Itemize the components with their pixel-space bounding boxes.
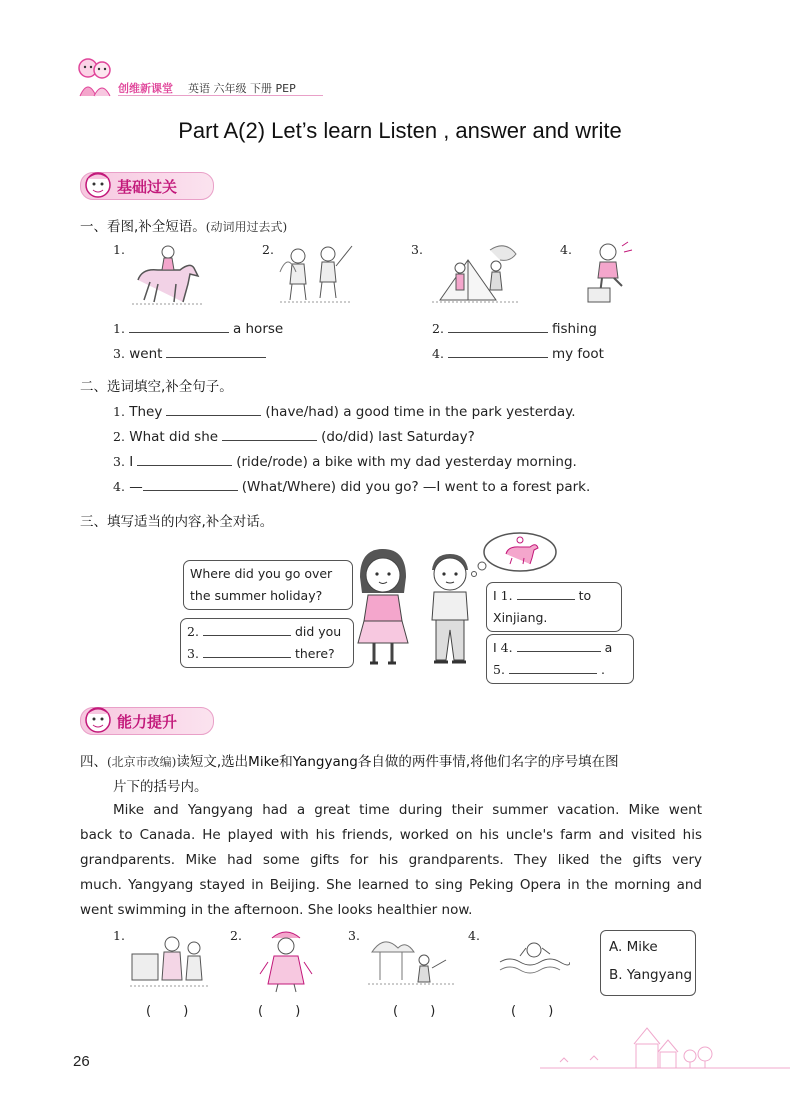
q1-title-text: 一、看图,补全短语。 bbox=[80, 219, 206, 235]
q4-pic-num-3: 3. bbox=[348, 928, 360, 943]
q2-item-1 bbox=[113, 401, 576, 420]
boys-playing-picture bbox=[276, 242, 356, 308]
dialog-bubble-followup bbox=[180, 618, 354, 668]
q4-title-text: 读短文,选出Mike和Yangyang各自做的两件事情,将他们名字的序号填在图 bbox=[176, 754, 619, 770]
q2-item-2 bbox=[113, 426, 475, 445]
options-box bbox=[600, 930, 696, 996]
passage-line-4: much. Yangyang stayed in Beijing. She learned to sing Peking Opera in the morning and bbox=[80, 877, 702, 893]
q1-item-1-text: a horse bbox=[232, 321, 284, 337]
q1-item-1-blank[interactable] bbox=[129, 318, 229, 333]
q2-item-2-post: (do/did) last Saturday? bbox=[321, 429, 475, 445]
bubble3-pre: I bbox=[493, 588, 497, 603]
dialog-bubble-answer-2 bbox=[486, 634, 634, 684]
castle-decoration bbox=[540, 1022, 790, 1076]
q2-item-4 bbox=[113, 476, 590, 495]
tent-picture bbox=[430, 240, 520, 310]
q1-item-2-blank[interactable] bbox=[448, 318, 548, 333]
q1-pic-num-4: 4. bbox=[560, 242, 572, 257]
q3-title: 三、填写适当的内容,补全对话。 bbox=[80, 514, 274, 530]
q1-item-3-blank[interactable] bbox=[166, 343, 266, 358]
q1-item-2-num: 2. bbox=[432, 321, 444, 336]
bubble2-blank1[interactable] bbox=[203, 621, 291, 636]
bubble3-blank[interactable] bbox=[517, 585, 575, 600]
q1-title bbox=[80, 215, 287, 235]
q1-item-1-num: 1. bbox=[113, 321, 125, 336]
header-divider bbox=[118, 95, 323, 96]
bubble4-pre: I bbox=[493, 640, 497, 655]
dialog-bubble-question bbox=[183, 560, 353, 610]
dialog-bubble-answer-1 bbox=[486, 582, 622, 632]
q1-item-3-num: 3. bbox=[113, 346, 125, 361]
bubble2-num1: 2. bbox=[187, 624, 199, 639]
reading-passage bbox=[80, 798, 702, 923]
q1-pic-num-2: 2. bbox=[262, 242, 274, 257]
q2-item-2-pre: What did she bbox=[129, 429, 219, 445]
q1-item-2-text: fishing bbox=[551, 321, 597, 337]
answer-paren-4[interactable]: ( ) bbox=[511, 1004, 568, 1019]
q2-item-4-blank[interactable] bbox=[143, 476, 238, 491]
bubble4-text2: . bbox=[600, 662, 605, 677]
girl-face-icon bbox=[83, 169, 113, 205]
boy-hurt-foot-picture bbox=[582, 240, 642, 310]
q4-source: (北京市改编) bbox=[107, 755, 177, 769]
option-b: B. Yangyang bbox=[609, 967, 693, 983]
girl-character bbox=[348, 547, 418, 673]
bubble2-text2: there? bbox=[294, 646, 335, 661]
bubble4-blank2[interactable] bbox=[509, 659, 597, 674]
bubble4-blank1[interactable] bbox=[517, 637, 601, 652]
q2-item-4-pre: — bbox=[129, 479, 143, 495]
bubble3-num: 1. bbox=[500, 588, 513, 603]
q2-item-1-post: (have/had) a good time in the park yesterday. bbox=[265, 404, 576, 420]
bubble4-num1: 4. bbox=[500, 640, 513, 655]
q4-pic-num-2: 2. bbox=[230, 928, 242, 943]
q2-item-3-num: 3. bbox=[113, 454, 125, 469]
q1-item-2 bbox=[432, 318, 597, 337]
grandparents-gift-picture bbox=[128, 930, 212, 996]
bubble2-blank2[interactable] bbox=[203, 643, 291, 658]
q1-item-4-blank[interactable] bbox=[448, 343, 548, 358]
bubble1-line1: Where did you go over bbox=[190, 566, 333, 581]
q2-item-3-pre: I bbox=[129, 454, 134, 470]
q2-item-2-blank[interactable] bbox=[222, 426, 317, 441]
q2-item-1-pre: They bbox=[129, 404, 163, 420]
q1-item-3-text: went bbox=[129, 346, 163, 362]
q2-item-3 bbox=[113, 451, 577, 470]
q2-item-3-blank[interactable] bbox=[137, 451, 232, 466]
q1-pic-num-1: 1. bbox=[113, 242, 125, 257]
horse-girl-picture bbox=[128, 240, 208, 312]
q4-title bbox=[80, 750, 619, 770]
q1-item-4-text: my foot bbox=[551, 346, 604, 362]
girl-face-icon bbox=[83, 704, 113, 740]
page-title: Part A(2) Let’s learn Listen , answer and write bbox=[178, 118, 622, 143]
section-label-advanced: 能力提升 bbox=[117, 713, 178, 731]
q2-item-1-num: 1. bbox=[113, 404, 125, 419]
header-brand: 创维新课堂 bbox=[118, 82, 173, 95]
bubble1-line2: the summer holiday? bbox=[190, 588, 323, 603]
passage-line-3: grandparents. Mike had some gifts for his grandparents. They liked the gifts very bbox=[80, 852, 702, 868]
q4-pic-num-4: 4. bbox=[468, 928, 480, 943]
answer-paren-2[interactable]: ( ) bbox=[258, 1004, 315, 1019]
bubble3-line2: Xinjiang. bbox=[493, 610, 548, 625]
q1-item-4-num: 4. bbox=[432, 346, 444, 361]
q2-title: 二、选词填空,补全句子。 bbox=[80, 379, 233, 395]
q4-prefix: 四、 bbox=[80, 754, 107, 770]
answer-paren-3[interactable]: ( ) bbox=[393, 1004, 450, 1019]
q2-item-3-post: (ride/rode) a bike with my dad yesterday morning. bbox=[236, 454, 577, 470]
q4-title-line2: 片下的括号内。 bbox=[113, 779, 208, 795]
passage-line-2: back to Canada. He played with his friends, worked on his uncle's farm and visited his bbox=[80, 827, 702, 843]
option-a: A. Mike bbox=[609, 939, 658, 955]
peking-opera-picture bbox=[258, 928, 314, 998]
page-number: 26 bbox=[73, 1053, 90, 1070]
q1-note: (动词用过去式) bbox=[205, 220, 288, 234]
bubble2-num2: 3. bbox=[187, 646, 199, 661]
passage-line-1: Mike and Yangyang had a great time during their summer vacation. Mike went bbox=[113, 802, 702, 818]
bubble4-num2: 5. bbox=[493, 662, 505, 677]
bubble4-text1: a bbox=[604, 640, 613, 655]
farm-picture bbox=[366, 930, 456, 994]
bubble2-text1: did you bbox=[294, 624, 342, 639]
q1-pic-num-3: 3. bbox=[411, 242, 423, 257]
q2-item-2-num: 2. bbox=[113, 429, 125, 444]
q2-item-4-post: (What/Where) did you go? —I went to a forest park. bbox=[241, 479, 591, 495]
q2-item-4-num: 4. bbox=[113, 479, 125, 494]
q4-pic-num-1: 1. bbox=[113, 928, 125, 943]
answer-paren-1[interactable]: ( ) bbox=[146, 1004, 203, 1019]
section-pill-basic bbox=[80, 172, 214, 200]
q1-item-3 bbox=[113, 343, 270, 362]
q2-item-1-blank[interactable] bbox=[166, 401, 261, 416]
swimming-picture bbox=[496, 932, 570, 982]
kids-logo-icon bbox=[74, 52, 116, 100]
header-subject: 英语 六年级 下册 PEP bbox=[188, 82, 296, 95]
thought-bubble-horse-icon bbox=[468, 530, 560, 582]
q1-item-1 bbox=[113, 318, 283, 337]
q1-item-4 bbox=[432, 343, 604, 362]
section-label-basic: 基础过关 bbox=[117, 178, 178, 196]
bubble3-text: to bbox=[578, 588, 592, 603]
section-pill-advanced bbox=[80, 707, 214, 735]
passage-line-5: went swimming in the afternoon. She looks healthier now. bbox=[80, 902, 473, 918]
